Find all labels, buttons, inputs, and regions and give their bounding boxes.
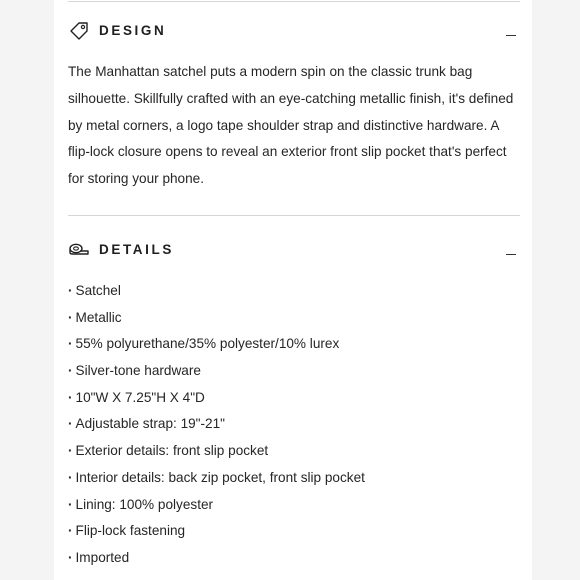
list-item: · Metallic xyxy=(68,305,365,332)
list-item: · Satchel xyxy=(68,278,365,305)
list-item: · Exterior details: front slip pocket xyxy=(68,438,365,465)
product-info-panel xyxy=(54,0,532,580)
list-item: · Adjustable strap: 19"-21" xyxy=(68,411,365,438)
list-item: · 55% polyurethane/35% polyester/10% lurex xyxy=(68,331,365,358)
tape-measure-icon xyxy=(68,239,90,261)
list-item: · Interior details: back zip pocket, front slip pocket xyxy=(68,465,365,492)
list-item: · Silver-tone hardware xyxy=(68,358,365,385)
details-section-title: DETAILS xyxy=(99,242,174,257)
details-list xyxy=(68,278,365,572)
top-divider xyxy=(68,1,520,2)
list-item: · 10"W X 7.25"H X 4"D xyxy=(68,385,365,412)
details-collapse-button[interactable] xyxy=(506,241,516,255)
design-section-header[interactable] xyxy=(68,20,520,50)
design-description: The Manhattan satchel puts a modern spin on the classic trunk bag silhouette. Skillfully crafted with an eye-catching metallic finish, it's defined by metal corners, a logo tape shoulder strap and distinctive hardware. A flip-lock closure opens to reveal an exterior front slip pocket that's perfect for storing your phone. xyxy=(68,64,514,187)
tag-icon xyxy=(68,20,90,42)
section-divider xyxy=(68,215,520,216)
list-item: · Imported xyxy=(68,545,365,572)
details-section-header[interactable] xyxy=(68,239,520,269)
design-collapse-button[interactable] xyxy=(506,22,516,36)
list-item: · Flip-lock fastening xyxy=(68,518,365,545)
design-section-title: DESIGN xyxy=(99,23,167,38)
list-item: · Lining: 100% polyester xyxy=(68,492,365,519)
